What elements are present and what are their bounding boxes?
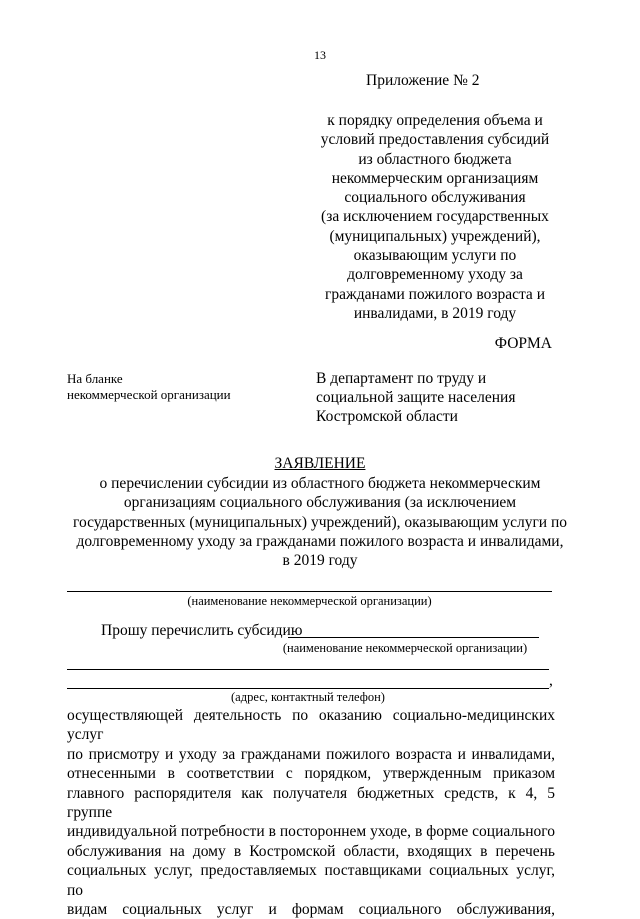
body-paragraph bbox=[67, 706, 555, 919]
address-caption: (адрес, контактный телефон) bbox=[231, 690, 385, 704]
letterhead-line: некоммерческой организации bbox=[67, 387, 231, 402]
appendix-line: к порядку определения объема и bbox=[327, 112, 543, 129]
subtitle-line: государственных (муниципальных) учреждений), оказывающим услуги по bbox=[72, 513, 568, 531]
statement-title: ЗАЯВЛЕНИЕ bbox=[274, 455, 366, 472]
appendix-description bbox=[300, 111, 570, 323]
body-line: по присмотру и уходу за гражданами пожилого возраста и инвалидами, bbox=[67, 745, 555, 763]
subtitle-line: организациям социального обслуживания (за исключением bbox=[123, 494, 517, 512]
appendix-line: (за исключением государственных bbox=[321, 208, 549, 226]
org-name-caption: (наименование некоммерческой организации) bbox=[187, 594, 432, 608]
body-line: обслуживания на дому в Костромской области, входящих в перечень bbox=[67, 842, 555, 860]
body-line: видам социальных услуг и формам социального обслуживания, bbox=[67, 901, 555, 919]
addressee bbox=[316, 369, 515, 426]
subtitle-line: о перечислении субсидии из областного бюджета некоммерческим bbox=[99, 475, 541, 492]
letterhead-note bbox=[67, 371, 231, 403]
request-label: Прошу перечислить субсидию bbox=[101, 622, 303, 639]
addressee-line: социальной защите населения bbox=[316, 389, 516, 406]
statement-subtitle bbox=[70, 474, 570, 570]
appendix-line: гражданами пожилого возраста и bbox=[325, 285, 545, 303]
comma: , bbox=[549, 672, 553, 689]
appendix-line: условий предоставления субсидий bbox=[320, 131, 550, 149]
letterhead-line: На бланке bbox=[67, 371, 123, 386]
body-line: индивидуальной потребности в постороннем уходе, в форме социального bbox=[67, 823, 555, 841]
org-name-continuation-line[interactable] bbox=[67, 669, 549, 670]
subtitle-line: в 2019 году bbox=[282, 552, 358, 570]
body-line: главного распорядителя как получателя бюджетных средств, к 4, 5 группе bbox=[67, 784, 555, 822]
page-number: 13 bbox=[314, 48, 326, 62]
org-name-caption-2: (наименование некоммерческой организации) bbox=[282, 641, 528, 655]
appendix-line: оказывающим услуги по bbox=[353, 247, 517, 265]
body-line: социальных услуг, предоставляемых поставщиками социальных услуг, по bbox=[67, 862, 555, 899]
appendix-title: Приложение № 2 bbox=[366, 72, 480, 89]
appendix-line: (муниципальных) учреждений), bbox=[329, 227, 541, 245]
appendix-line: из областного бюджета bbox=[358, 150, 512, 168]
appendix-line: долговременному уходу за bbox=[347, 266, 523, 284]
body-line: осуществляющей деятельность по оказанию социально-медицинских услуг bbox=[67, 707, 555, 744]
appendix-line: социального обслуживания bbox=[344, 189, 526, 207]
appendix-line: некоммерческим организациям bbox=[331, 169, 539, 187]
addressee-line: Костромской области bbox=[316, 408, 458, 425]
appendix-line: инвалидами, в 2019 году bbox=[353, 304, 517, 322]
request-org-fill-line[interactable] bbox=[288, 637, 539, 638]
body-line: отнесенными в соответствии с порядком, утвержденным приказом bbox=[67, 765, 555, 783]
org-name-fill-line[interactable] bbox=[67, 591, 552, 592]
address-fill-line[interactable] bbox=[67, 688, 549, 689]
addressee-line: В департамент по труду и bbox=[316, 370, 487, 387]
form-label: ФОРМА bbox=[494, 335, 552, 352]
subtitle-line: долговременному уходу за гражданами пожилого возраста и инвалидами, bbox=[76, 532, 564, 550]
